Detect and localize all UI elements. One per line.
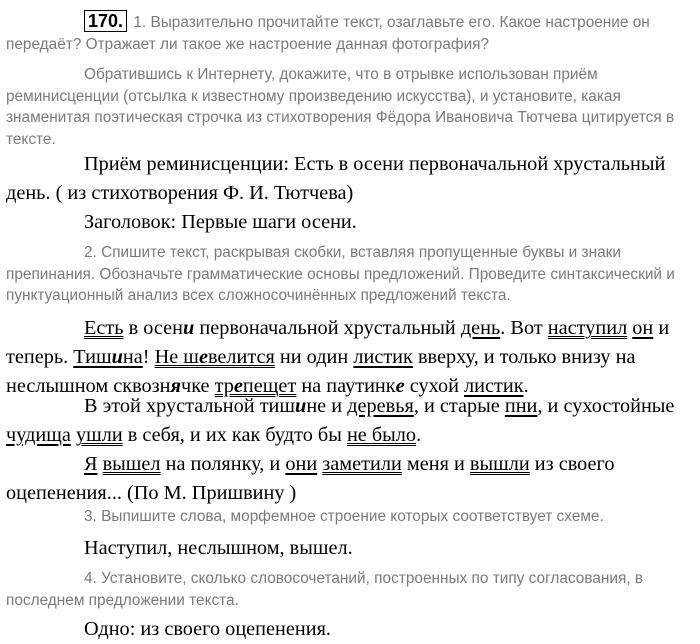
text: в себя, и их как будто бы [122, 424, 347, 446]
inserted-letter: я [170, 375, 181, 397]
text: меня и [401, 453, 470, 475]
predicate: ушли [75, 424, 123, 446]
task-1b: Обратившись к Интернету, докажите, что в отрывке использован приём реминисценции (отсылка к известному произведению искусства), и установите, какая знаменитая поэтическая строчка из стихотворения Фёдора Ивановича Тютчева цитируется в тексте. [6, 66, 675, 148]
text: пещет [242, 375, 297, 397]
predicate: наступил [547, 317, 628, 339]
subject: деревья [347, 395, 414, 417]
answer-1b: Заголовок: Первые шаги осени. [84, 211, 357, 233]
text: , и сухостойные [537, 395, 675, 417]
answer-1: Приём реминисценции: Есть в осени первоначальной хрустальный день. ( из стихотворения Ф. И. Тютчева) [6, 153, 666, 204]
predicate: заметили [322, 453, 402, 475]
predicate: не было [346, 424, 417, 446]
task-1 [6, 10, 696, 55]
subject: листик [464, 375, 524, 397]
inserted-letter: е [395, 375, 405, 397]
subject: листик [353, 346, 413, 368]
subject [73, 346, 143, 368]
text: вверху, и только внизу на неслышном сквозн [6, 346, 636, 397]
subject: день [460, 317, 501, 339]
subject: чудища [6, 424, 71, 446]
subject: Я [84, 453, 98, 475]
subject: пни [504, 395, 538, 417]
text: ! [142, 346, 155, 368]
text: на паутинк [296, 375, 396, 397]
task-4: 4. Установите, сколько словосочетаний, построенных по типу согласования, в последнем предложении текста. [6, 570, 644, 609]
text: Не ш [154, 346, 199, 368]
task-3: 3. Выпишите слова, морфемное строение которых соответствует схеме. [84, 508, 604, 525]
text-paragraph-1 [6, 314, 696, 401]
text: на полянку, и [160, 453, 286, 475]
text: . [416, 424, 422, 446]
text: из своего оцепенения... (По М. Пришвину ) [6, 453, 615, 504]
text: тр [214, 375, 234, 397]
inserted-letter: е [198, 346, 208, 368]
text: и теперь. [6, 317, 670, 368]
predicate [155, 346, 275, 368]
text: Тиш [73, 346, 112, 368]
subject: они [285, 453, 318, 475]
text: на [122, 346, 143, 368]
inserted-letter: и [295, 395, 307, 417]
text: в осен [123, 317, 183, 339]
task-1-text: 1. Выразительно прочитайте текст, озаглавьте его. Какое настроение он передаёт? Отражает ли такое же настроение данная фотография? [6, 14, 650, 53]
inserted-letter: и [182, 317, 195, 339]
text: не и [306, 395, 348, 417]
text: чке [181, 375, 215, 397]
text: велится [207, 346, 275, 368]
answer-4: Одно: из своего оцепенения. [84, 618, 331, 640]
text-paragraph-2 [6, 392, 696, 450]
text: , и старые [413, 395, 505, 417]
predicate: вышли [469, 453, 530, 475]
inserted-letter: е [233, 375, 243, 397]
predicate: вышел [102, 453, 161, 475]
text: . [523, 375, 529, 397]
inserted-letter: и [111, 346, 123, 368]
predicate: Есть [84, 317, 124, 339]
text: В этой хрустальной тиш [84, 395, 296, 417]
subject: он [632, 317, 654, 339]
text: ни один [274, 346, 354, 368]
text: сухой [404, 375, 465, 397]
exercise-number: 170. [84, 10, 127, 32]
text: . Вот [500, 317, 548, 339]
answer-3: Наступил, неслышном, вышел. [84, 537, 353, 559]
task-2: 2. Спишите текст, раскрывая скобки, вставляя пропущенные буквы и знаки препинания. Обозначьте грамматические основы предложений. Проведите синтаксический и пунктуационный анализ всех сложносочинённых предложений текста. [6, 244, 675, 304]
text: первоначальной хрустальный [194, 317, 461, 339]
text-paragraph-3 [6, 450, 696, 508]
